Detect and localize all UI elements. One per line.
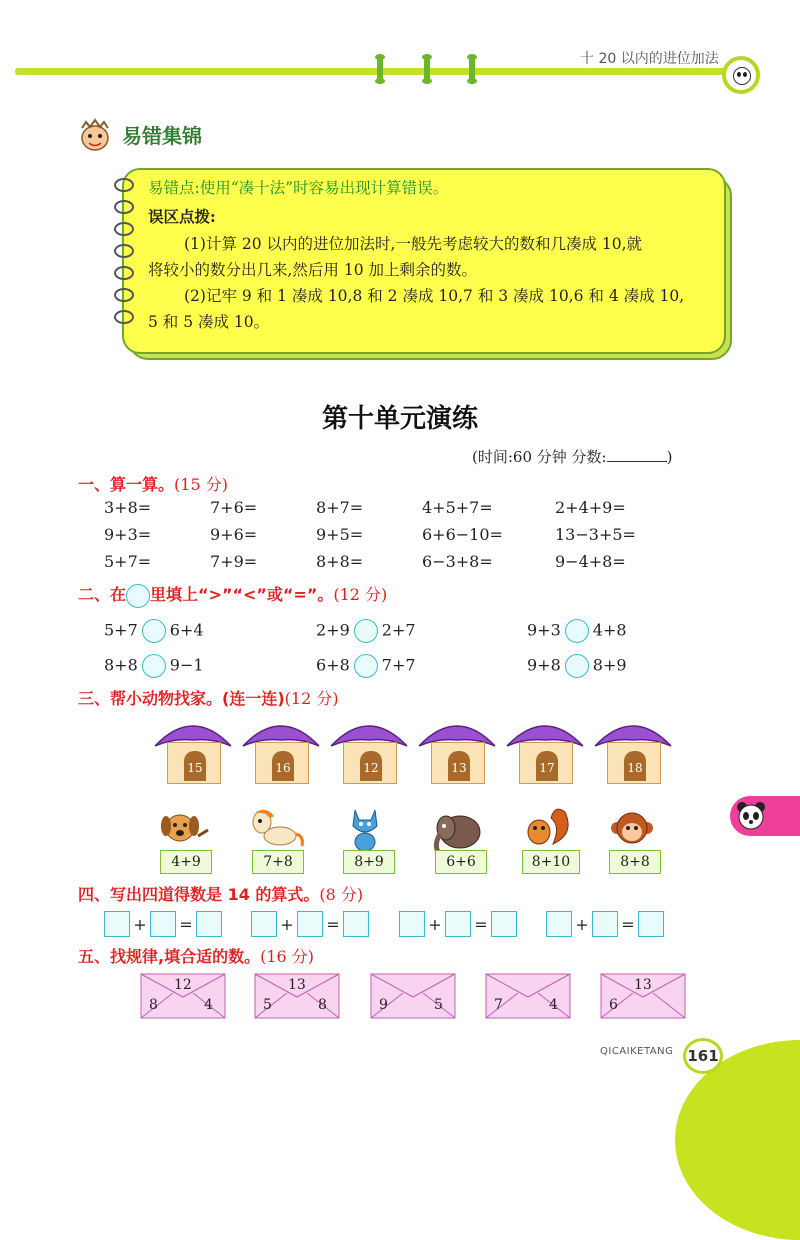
q2-right: 6+4	[169, 620, 204, 640]
q4-heading-text: 四、写出四道得数是 14 的算式。	[78, 885, 320, 904]
circle-icon	[126, 584, 150, 608]
q2-heading-a: 二、在	[78, 585, 127, 604]
envelope	[485, 973, 571, 1019]
section-title: 易错集锦	[122, 124, 202, 148]
q1-item: 4+5+7=	[422, 498, 493, 517]
panda-icon	[733, 67, 751, 85]
spiral-ring	[114, 178, 134, 192]
side-tab	[730, 796, 800, 836]
q1-item: 6+6−10=	[422, 525, 503, 544]
compare-circle[interactable]	[142, 654, 166, 678]
dog-icon	[154, 806, 212, 854]
envelope-top[interactable]: 12	[174, 977, 192, 993]
house-wall	[519, 742, 573, 784]
compare-circle[interactable]	[354, 619, 378, 643]
q1-points: (15 分)	[174, 475, 228, 494]
q3-points: (12 分)	[284, 689, 339, 708]
envelope-left: 6	[609, 997, 618, 1013]
house	[593, 716, 673, 782]
house-number: 17	[536, 751, 558, 781]
answer-box[interactable]	[196, 911, 222, 937]
time-label: (时间:60 分钟 分数:	[472, 448, 607, 466]
plus-sign: +	[280, 914, 294, 934]
publisher: QICAIKETANG	[600, 1046, 674, 1057]
house-wall	[167, 742, 221, 784]
q2-left: 5+7	[104, 620, 138, 640]
house	[329, 716, 409, 782]
envelope-right: 4	[549, 997, 558, 1013]
house-number: 15	[184, 751, 206, 781]
panda-icon	[736, 801, 766, 831]
q1-item: 9+3=	[104, 525, 152, 544]
spiral-ring	[114, 200, 134, 214]
monkey-icon	[603, 806, 661, 854]
house-number: 16	[272, 751, 294, 781]
house-number: 13	[448, 751, 470, 781]
envelope	[600, 973, 686, 1019]
q1-heading-text: 一、算一算。	[78, 475, 175, 494]
q2-left: 6+8	[316, 655, 350, 675]
house-number: 18	[624, 751, 646, 781]
compare-circle[interactable]	[142, 619, 166, 643]
q2-right: 4+8	[592, 620, 627, 640]
q2-left: 9+8	[527, 655, 561, 675]
spiral-ring	[114, 288, 134, 302]
spiral-ring	[114, 266, 134, 280]
plus-sign: +	[428, 914, 442, 934]
spiral-ring	[114, 244, 134, 258]
equals-sign: =	[179, 914, 193, 934]
house-number: 12	[360, 751, 382, 781]
q4-equation	[399, 911, 517, 937]
q1-item: 7+6=	[210, 498, 258, 517]
animal-expression: 8+10	[522, 850, 580, 874]
note-line: (2)记牢 9 和 1 凑成 10,8 和 2 凑成 10,7 和 3 凑成 10,6 和 4 凑成 10,	[184, 287, 685, 305]
envelope	[254, 973, 340, 1019]
envelope-right: 8	[318, 997, 327, 1013]
animal-expression: 7+8	[252, 850, 304, 874]
q1-item: 7+9=	[210, 552, 258, 571]
header-rule	[15, 68, 730, 75]
envelope-left: 5	[263, 997, 272, 1013]
q2-right: 7+7	[381, 655, 416, 675]
mascot-icon	[76, 118, 114, 152]
answer-box[interactable]	[104, 911, 130, 937]
answer-box[interactable]	[546, 911, 572, 937]
house	[153, 716, 233, 782]
header-tick	[424, 54, 430, 84]
answer-box[interactable]	[150, 911, 176, 937]
cat-icon	[337, 804, 395, 852]
q2-left: 9+3	[527, 620, 561, 640]
house-wall	[343, 742, 397, 784]
q2-item	[316, 619, 416, 643]
envelope	[370, 973, 456, 1019]
q4-equation	[251, 911, 369, 937]
animal-expression: 6+6	[435, 850, 487, 874]
q2-item	[316, 654, 416, 678]
q4-equation	[546, 911, 664, 937]
q4-points: (8 分)	[319, 885, 364, 904]
house	[505, 716, 585, 782]
envelope	[140, 973, 226, 1019]
answer-box[interactable]	[445, 911, 471, 937]
q1-item: 9+5=	[316, 525, 364, 544]
q2-heading	[78, 582, 387, 608]
q3-heading	[78, 686, 339, 709]
answer-box[interactable]	[399, 911, 425, 937]
q5-heading	[78, 944, 314, 967]
q5-heading-text: 五、找规律,填合适的数。	[78, 947, 261, 966]
answer-box[interactable]	[343, 911, 369, 937]
equals-sign: =	[326, 914, 340, 934]
plus-sign: +	[575, 914, 589, 934]
q2-heading-b: 里填上“>”“<”或“=”。	[150, 585, 334, 604]
answer-box[interactable]	[491, 911, 517, 937]
score-blank[interactable]	[607, 447, 667, 462]
q1-item: 8+8=	[316, 552, 364, 571]
q2-right: 9−1	[169, 655, 204, 675]
q4-equation	[104, 911, 222, 937]
house	[417, 716, 497, 782]
equals-sign: =	[621, 914, 635, 934]
house	[241, 716, 321, 782]
envelope-top[interactable]: 13	[634, 977, 652, 993]
time-score	[472, 446, 672, 467]
compare-circle[interactable]	[565, 619, 589, 643]
animal-expression: 8+9	[343, 850, 395, 874]
animal-expression: 8+8	[609, 850, 661, 874]
spiral-ring	[114, 222, 134, 236]
envelope-right: 5	[434, 997, 443, 1013]
equals-sign: =	[474, 914, 488, 934]
q2-right: 2+7	[381, 620, 416, 640]
plus-sign: +	[133, 914, 147, 934]
q1-item: 13−3+5=	[555, 525, 636, 544]
house-wall	[607, 742, 661, 784]
q4-heading	[78, 882, 363, 905]
q1-item: 2+4+9=	[555, 498, 626, 517]
q1-item: 3+8=	[104, 498, 152, 517]
answer-box[interactable]	[297, 911, 323, 937]
header-tick	[469, 54, 475, 84]
time-end: )	[666, 448, 673, 466]
horse-icon	[246, 806, 304, 854]
q2-item	[104, 619, 204, 643]
q1-item: 9−4+8=	[555, 552, 626, 571]
answer-box[interactable]	[638, 911, 664, 937]
animal-expression: 4+9	[160, 850, 212, 874]
house-wall	[255, 742, 309, 784]
compare-circle[interactable]	[354, 654, 378, 678]
note-label: 易错点:	[148, 179, 200, 197]
q2-item	[527, 619, 627, 643]
spiral-ring	[114, 310, 134, 324]
header-tick	[377, 54, 383, 84]
q1-item: 9+6=	[210, 525, 258, 544]
squirrel-icon	[517, 804, 575, 852]
q1-item: 6−3+8=	[422, 552, 493, 571]
envelope-left: 8	[149, 997, 158, 1013]
note-line: 误区点拨:	[148, 207, 216, 226]
note-line: 将较小的数分出几来,然后用 10 加上剩余的数。	[148, 261, 478, 279]
exercise-title: 第十单元演练	[321, 404, 478, 434]
envelope-left: 9	[379, 997, 388, 1013]
elephant-icon	[426, 808, 484, 856]
q2-left: 2+9	[316, 620, 350, 640]
page-number: 161	[683, 1038, 723, 1074]
answer-box[interactable]	[251, 911, 277, 937]
q1-heading	[78, 472, 228, 495]
envelope-left: 7	[494, 997, 503, 1013]
q2-left: 8+8	[104, 655, 138, 675]
q3-heading-text: 三、帮小动物找家。(连一连)	[78, 689, 285, 708]
q2-item	[527, 654, 627, 678]
note-line: 5 和 5 凑成 10。	[148, 313, 270, 331]
q1-item: 5+7=	[104, 552, 152, 571]
q5-points: (16 分)	[260, 947, 315, 966]
answer-box[interactable]	[592, 911, 618, 937]
note-line: (1)计算 20 以内的进位加法时,一般先考虑较大的数和几凑成 10,就	[184, 235, 643, 253]
panda-badge	[722, 56, 760, 94]
q2-points: (12 分)	[333, 585, 388, 604]
note-text: 使用“凑十法”时容易出现计算错误。	[199, 179, 449, 197]
compare-circle[interactable]	[565, 654, 589, 678]
q1-item: 8+7=	[316, 498, 364, 517]
house-wall	[431, 742, 485, 784]
q2-item	[104, 654, 204, 678]
note-line	[148, 174, 448, 203]
q2-right: 8+9	[592, 655, 627, 675]
chapter-title: 十 20 以内的进位加法	[580, 51, 719, 67]
envelope-right: 4	[204, 997, 213, 1013]
envelope-top[interactable]: 13	[288, 977, 306, 993]
